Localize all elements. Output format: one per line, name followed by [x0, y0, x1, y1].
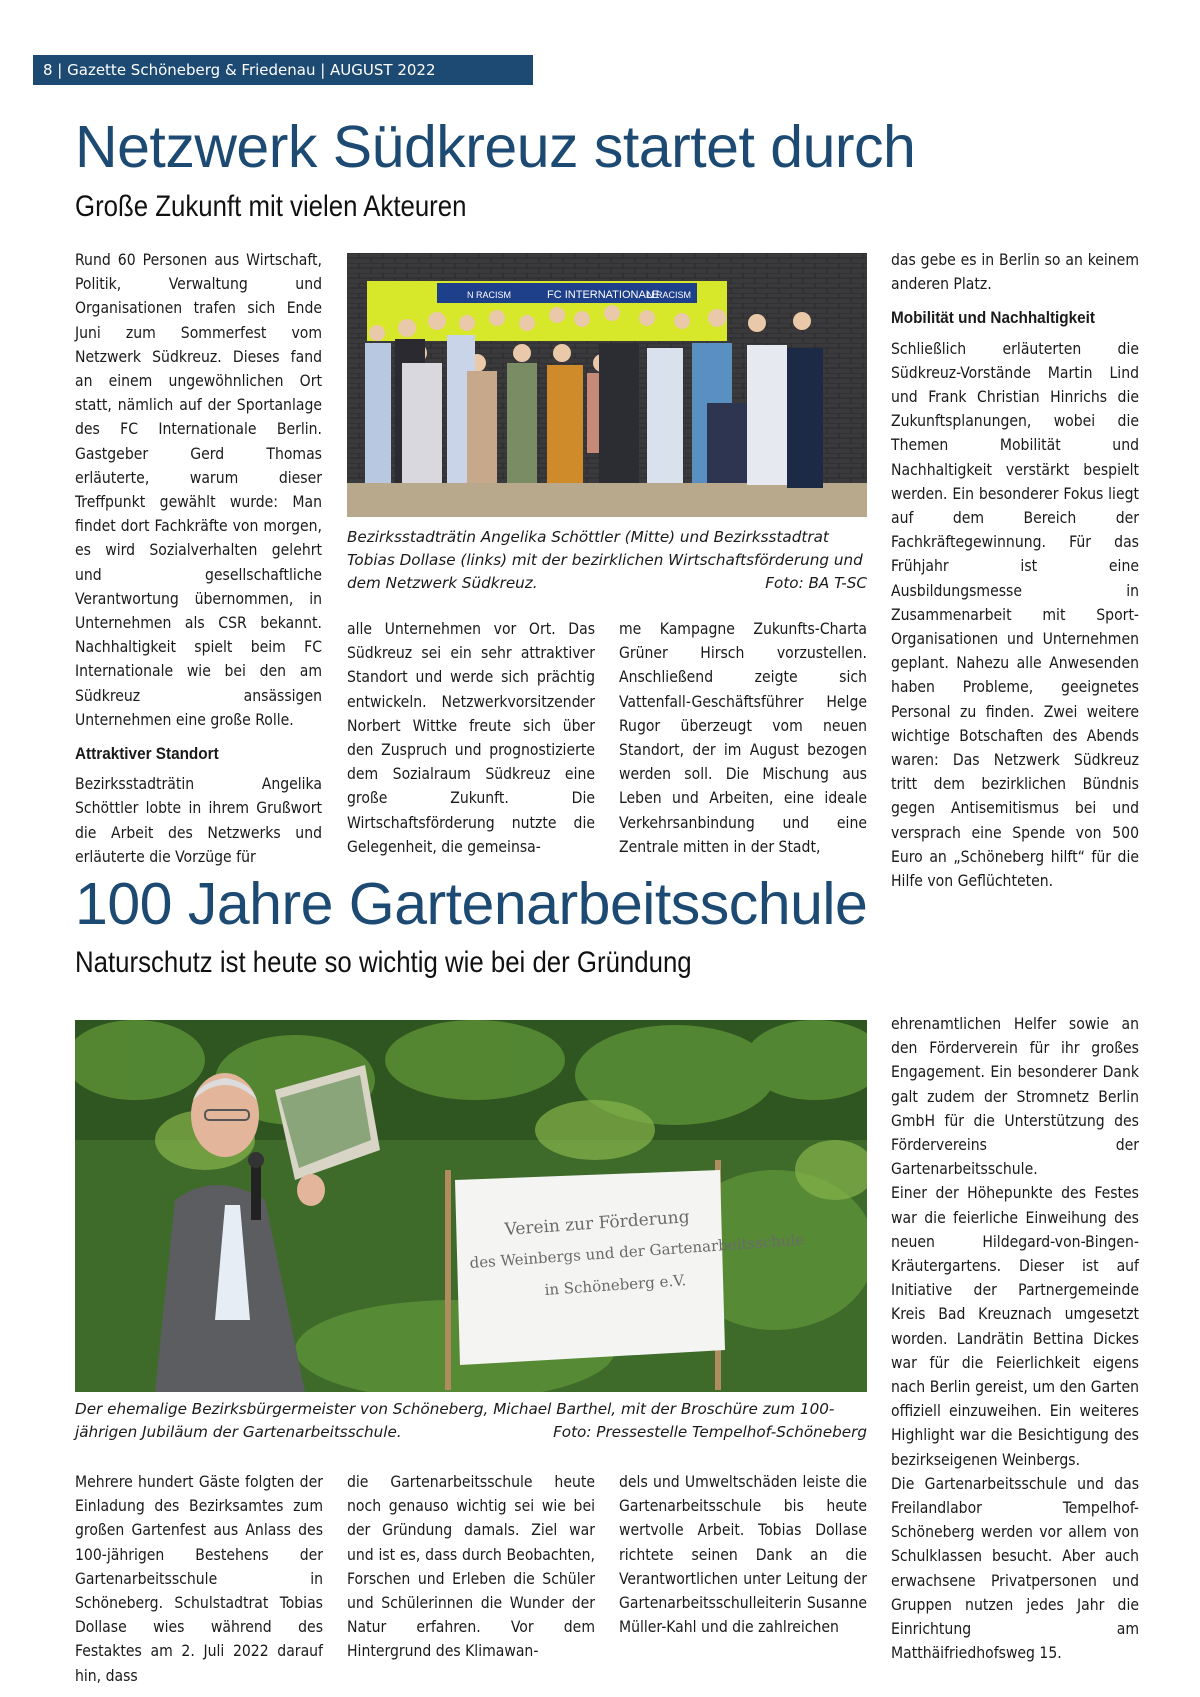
photo-sign-main: FC INTERNATIONALE	[547, 289, 660, 301]
article2-column-1	[75, 1470, 323, 1688]
page-header-bar	[33, 55, 533, 85]
article2-paragraph: Mehrere hundert Gäste folgten der Einladung des Bezirksamtes zum großen Gartenfest aus Anlass des 100-jährigen Bestehens der Gartenarbeitsschule in Schöneberg. Schulstadtrat Tobias Dollase wies während des Festaktes am 2. Juli 2022 darauf hin, dass	[75, 1473, 323, 1685]
article1-column-4	[891, 248, 1139, 893]
page-header-label: 8 | Gazette Schöneberg & Friedenau | AUGUST 2022	[43, 61, 436, 79]
article2-photo-caption	[75, 1398, 867, 1444]
article1-paragraph: alle Unternehmen vor Ort. Das Südkreuz sei ein sehr attraktiver Standort und werde sich prächtig entwickeln. Netzwerkvorsitzender Norbert Wittke freute sich über den Zuspruch und prognostizierte dem Sozialraum Südkreuz eine große Zukunft. Die Wirtschaftsförderung nutzte die Gelegenheit, die gemeinsa-	[347, 620, 595, 856]
article2-subheadline: Naturschutz ist heute so wichtig wie bei der Gründung	[75, 946, 692, 979]
banner-line-1: Verein zur Förderung	[503, 1207, 691, 1240]
article1-section-heading: Attraktiver Standort	[75, 744, 219, 764]
article1-photo-credit: Foto: BA T-SC	[765, 574, 867, 592]
article1-paragraph: Schließlich erläuterten die Südkreuz-Vorstände Martin Lind und Frank Christian Hinrichs die Zukunftsplanungen, wobei die Themen Mobilität und Nachhaltigkeit verstärkt bespielt werden. Ein besonderer Fokus liegt auf dem Bereich der Fachkräftegewinnung. Für das Frühjahr ist eine Ausbildungsmesse in Zusammenarbeit mit Sport-Organisationen und Unternehmen geplant. Nahezu alle Anwesenden haben Probleme, geeignetes Personal zu finden. Zwei weitere wichtige Botschaften des Abends waren: Das Netzwerk Südkreuz tritt dem bezirklichen Bündnis gegen Antisemitismus bei und versprach eine Spende von 500 Euro an „Schöneberg hilft“ für die Hilfe von Geflüchteten.	[891, 339, 1139, 891]
article1-group-photo	[347, 253, 867, 517]
photo-sign-right: N RACISM	[647, 290, 692, 300]
article1-subheadline: Große Zukunft mit vielen Akteuren	[75, 190, 467, 223]
article2-paragraph: dels und Umweltschäden leiste die Gartenarbeitsschule bis heute wertvolle Arbeit. Tobias Dollase richtete seinen Dank an die Verantwortlichen unter Leitung der Gartenarbeitsschulleiterin Susanne Müller-Kahl und die zahlreichen	[619, 1473, 867, 1637]
article2-photo-credit: Foto: Pressestelle Tempelhof-Schöneberg	[553, 1423, 867, 1441]
article2-paragraph: die Gartenarbeitsschule heute noch genauso wichtig sei wie bei der Gründung damals. Ziel war und ist es, dass durch Beobachten, Forschen und Erleben die Schüler und Schülerinnen die Wunder der Natur erfahren. Vor dem Hintergrund des Klimawan-	[347, 1473, 595, 1661]
article2-paragraph: Einer der Höhepunkte des Festes war die feierliche Einweihung des neuen Hildegard-von-Bingen-Kräutergartens. Dieser ist auf Initiative der Partnergemeinde Kreis Bad Kreuznach umgesetzt worden. Landrätin Bettina Dickes war für die Feierlichkeit eigens nach Berlin gereist, um den Garten offiziell einzuweihen. Ein weiteres Highlight war die Besichtigung des bezirkseigenen Weinbergs.	[891, 1184, 1139, 1469]
article1-column-2	[347, 617, 595, 859]
article2-headline: 100 Jahre Gartenarbeitsschule	[75, 871, 868, 937]
photo-sign-left: N RACISM	[467, 290, 512, 300]
article1-caption-text: Bezirksstadträtin Angelika Schöttler (Mitte) und Bezirksstadtrat Tobias Dollase (links) mit der bezirklichen Wirtschaftsförderung und dem Netzwerk Südkreuz.	[347, 528, 863, 592]
article1-paragraph: me Kampagne Zukunfts-Charta Grüner Hirsch vorzustellen. Anschließend zeigte sich Vattenfall-Geschäftsführer Helge Rugor überzeugt vom neuen Standort, der im August bezogen werden soll. Die Mischung aus Leben und Arbeiten, eine ideale Verkehrsanbindung und eine Zentrale mitten in der Stadt,	[619, 620, 867, 856]
article1-headline: Netzwerk Südkreuz startet durch	[75, 114, 916, 180]
article1-paragraph: Rund 60 Personen aus Wirtschaft, Politik, Verwaltung und Organisationen trafen sich Ende Juni zum Sommerfest vom Netzwerk Südkreuz. Dieses fand an einem ungewöhnlichen Ort statt, nämlich auf der Sportanlage des FC Internationale Berlin. Gastgeber Gerd Thomas erläuterte, warum dieser Treffpunkt gewählt wurde: Man findet dort Fachkräfte von morgen, es wird Sozialverhalten gelehrt und gesellschaftliche Verantwortung übernommen, in Unternehmen als CSR bekannt. Nachhaltigkeit spielt beim FC Internationale wie bei den am Südkreuz ansässigen Unternehmen eine große Rolle.	[75, 251, 322, 729]
article2-paragraph: Die Gartenarbeitsschule und das Freilandlabor Tempelhof-Schöneberg werden vor allem von Schulklassen besucht. Aber auch erwachsene Privatpersonen und Gruppen nutzen jedes Jahr die Einrichtung am Matthäifriedhofsweg 15.	[891, 1474, 1139, 1663]
article2-paragraph: ehrenamtlichen Helfer sowie an den Förderverein für ihr großes Engagement. Ein besonderer Dank galt zudem der Stromnetz Berlin GmbH für die Unterstützung des Fördervereins der Gartenarbeitsschule.	[891, 1015, 1139, 1179]
article2-column-4	[891, 1012, 1139, 1665]
article1-photo-caption	[347, 526, 867, 595]
article1-paragraph: das gebe es in Berlin so an keinem anderen Platz.	[891, 251, 1139, 294]
banner-line-3: in Schöneberg e.V.	[544, 1271, 687, 1299]
article2-caption-text: Der ehemalige Bezirksbürgermeister von Schöneberg, Michael Barthel, mit der Broschüre zum 100-jährigen Jubiläum der Gartenarbeitsschule.	[75, 1400, 835, 1441]
article2-garden-photo	[75, 1020, 867, 1392]
article2-column-2	[347, 1470, 595, 1664]
group-photo-illustration	[347, 253, 867, 517]
article2-column-3	[619, 1470, 867, 1639]
article1-column-3	[619, 617, 867, 859]
article1-paragraph: Bezirksstadträtin Angelika Schöttler lobte in ihrem Grußwort die Arbeit des Netzwerks und erläuterte die Vorzüge für	[75, 775, 322, 866]
article1-column-1	[75, 248, 322, 869]
banner-line-2: des Weinbergs und der Gartenarbeitsschule	[469, 1230, 805, 1272]
garden-photo-illustration	[75, 1020, 867, 1392]
article1-section-heading: Mobilität und Nachhaltigkeit	[891, 308, 1096, 328]
